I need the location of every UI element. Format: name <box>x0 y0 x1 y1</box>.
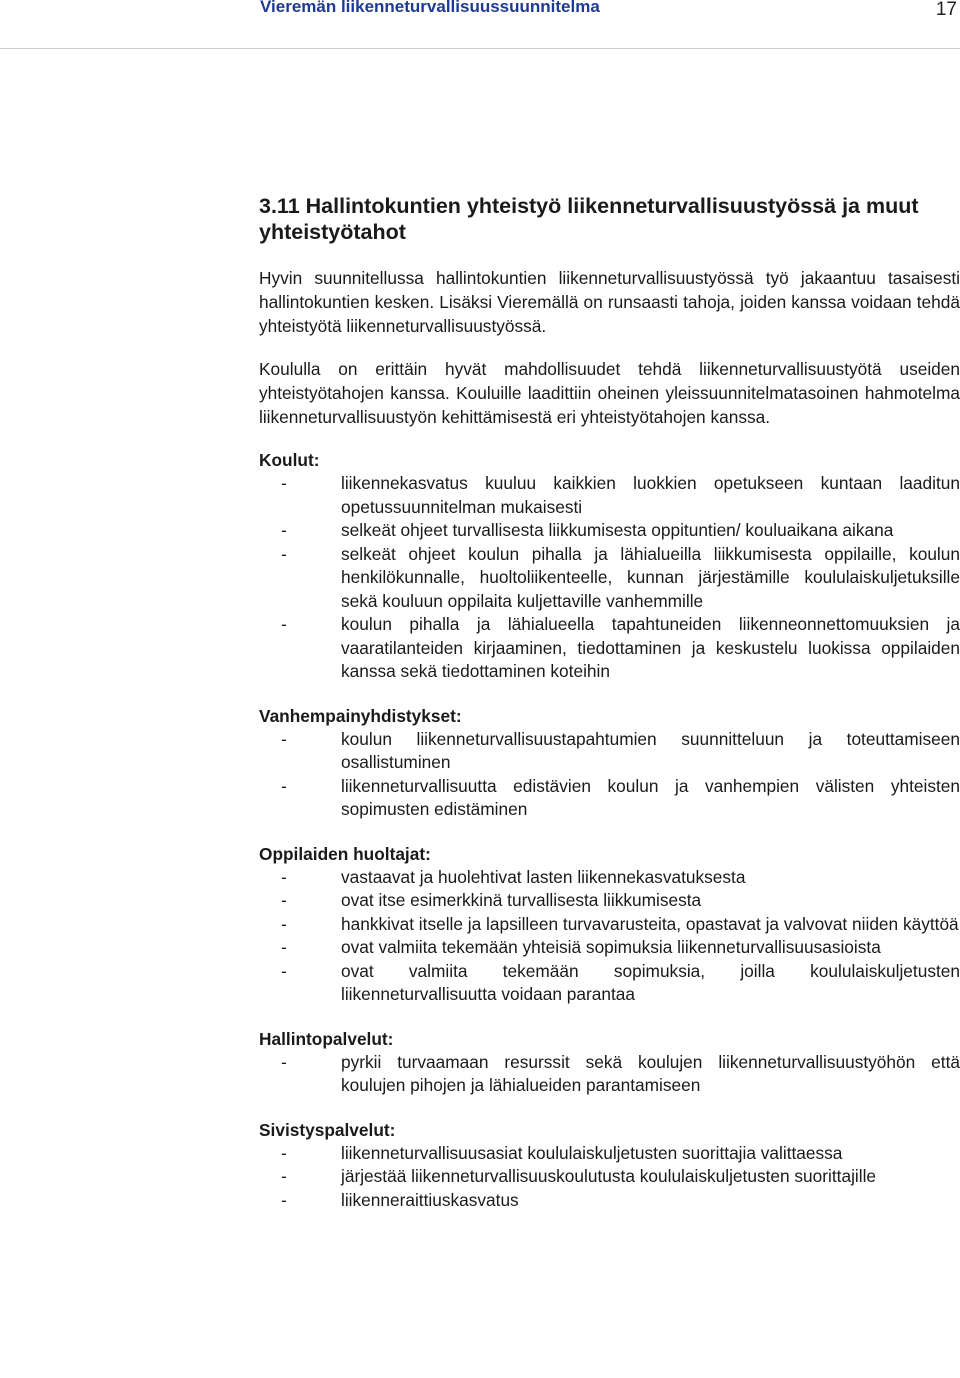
list-item <box>259 936 960 960</box>
list-bullet: - <box>281 1189 287 1210</box>
list-bullet: - <box>281 937 287 957</box>
list-item <box>259 866 960 890</box>
list-item-text: vastaavat ja huolehtivat lasten liikennekasvatuksesta <box>341 866 746 887</box>
cooperation-groups <box>259 448 960 1212</box>
list-item-text: pyrkii turvaamaan resurssit sekä koulujen liikenneturvallisuustyöhön että koulujen pihojen ja lähialueiden parantamiseen <box>341 1051 960 1095</box>
list-item <box>259 1142 960 1166</box>
list-item <box>259 1165 960 1189</box>
list-bullet: - <box>281 866 287 887</box>
group-vanhempainyhdistykset <box>259 704 960 822</box>
section-heading: 3.11 Hallintokuntien yhteistyö liikenneturvallisuustyössä ja muut yhteistyötahot <box>259 194 919 244</box>
list-item <box>259 613 960 684</box>
list-item-text: koulun liikenneturvallisuustapahtumien suunnitteluun ja toteuttamiseen osallistuminen <box>341 728 960 772</box>
list-item-text: selkeät ohjeet turvallisesta liikkumisesta oppituntien/ kouluaikana aikana <box>341 520 894 540</box>
list-item <box>259 913 960 937</box>
document-title: Vieremän liikenneturvallisuussuunnitelma <box>260 0 600 16</box>
list-item <box>259 519 960 543</box>
list-bullet: - <box>281 1051 287 1072</box>
school-cooperation-paragraph: Koululla on erittäin hyvät mahdollisuudet tehdä liikenneturvallisuustyötä useiden yhteistyötahojen kanssa. Kouluille laadittiin oheinen yleissuunnitelmatasoinen hahmotelma liikenneturvallisuustyön kehittämisestä eri yhteistyötahojen kanssa. <box>259 359 960 427</box>
list-bullet: - <box>281 890 287 910</box>
page-number: 17 <box>935 0 957 20</box>
list-bullet: - <box>281 1166 287 1186</box>
list-bullet: - <box>281 728 287 749</box>
list-bullet: - <box>281 775 287 796</box>
list-bullet: - <box>281 473 287 493</box>
list-item-text: koulun pihalla ja lähialueella tapahtuneiden liikenneonnettomuuksien ja vaaratilanteiden kirjaaminen, tiedottaminen ja keskustelu luokissa oppilaiden kanssa sekä tiedottaminen koteihin <box>341 614 960 681</box>
list-item-text: liikennekasvatus kuuluu kaikkien luokkien opetukseen kuntaan laaditun opetussuunnitelman mukaisesti <box>341 473 960 517</box>
group-hallintopalvelut <box>259 1027 960 1098</box>
list-item-text: ovat valmiita tekemään sopimuksia, joilla koululaiskuljetusten liikenneturvallisuutta voidaan parantaa <box>341 960 960 1004</box>
list-item <box>259 728 960 775</box>
list-item <box>259 472 960 519</box>
group-heading: Hallintopalvelut: <box>259 1028 394 1049</box>
list-bullet: - <box>281 520 287 540</box>
list-bullet: - <box>281 913 287 934</box>
list-bullet: - <box>281 543 287 564</box>
list-bullet: - <box>281 960 287 981</box>
group-heading: Koulut: <box>259 450 320 470</box>
list-item <box>259 960 960 1007</box>
list-item-text: ovat valmiita tekemään yhteisiä sopimuksia liikenneturvallisuusasioista <box>341 937 881 957</box>
list-item-text: ovat itse esimerkkinä turvallisesta liikkumisesta <box>341 890 702 910</box>
group-heading: Oppilaiden huoltajat: <box>259 843 431 864</box>
page-content <box>259 193 960 1232</box>
list-item <box>259 775 960 822</box>
list-item <box>259 1051 960 1098</box>
group-heading: Sivistyspalvelut: <box>259 1119 396 1140</box>
list-item <box>259 1189 960 1213</box>
group-oppilaiden-huoltajat <box>259 842 960 1007</box>
list-item <box>259 889 960 913</box>
header-divider <box>0 48 960 49</box>
list-item-text: liikenneturvallisuusasiat koululaiskuljetusten suorittajia valittaessa <box>341 1142 843 1163</box>
list-bullet: - <box>281 614 287 634</box>
intro-paragraph: Hyvin suunnitellussa hallintokuntien liikenneturvallisuustyössä työ jakaantuu tasaisesti hallintokuntien kesken. Lisäksi Vieremällä on runsaasti tahoja, joiden kanssa voidaan tehdä yhteistyötä liikenneturvallisuustyössä. <box>259 268 960 336</box>
list-item-text: liikenneraittiuskasvatus <box>341 1189 519 1210</box>
group-koulut <box>259 448 960 684</box>
group-heading: Vanhempainyhdistykset: <box>259 705 462 726</box>
list-item-text: selkeät ohjeet koulun pihalla ja lähialueilla liikkumisesta oppilaille, koulun henkilökunnalle, huoltoliikenteelle, kunnan järjestämille koululaiskuljetuksille sekä kouluun oppilaita kuljettaville vanhemmille <box>341 543 960 611</box>
group-sivistyspalvelut <box>259 1118 960 1213</box>
list-item-text: järjestää liikenneturvallisuuskoulutusta koululaiskuljetusten suorittajille <box>341 1166 877 1186</box>
list-item-text: liikenneturvallisuutta edistävien koulun ja vanhempien välisten yhteisten sopimusten edistäminen <box>341 775 960 819</box>
list-item-text: hankkivat itselle ja lapsilleen turvavarusteita, opastavat ja valvovat niiden käyttöä <box>341 913 959 934</box>
list-bullet: - <box>281 1142 287 1163</box>
list-item <box>259 543 960 614</box>
